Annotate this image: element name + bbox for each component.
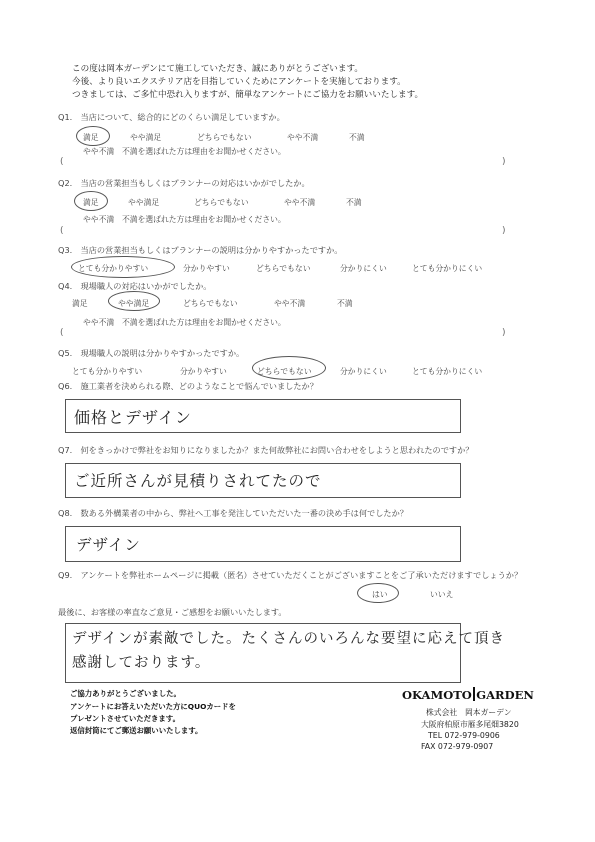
q5-selection-circle [252,356,326,380]
q2-reason-prompt: やや不満 不満を選ばれた方は理由をお聞かせください。 [83,215,286,224]
final-comment-line-2: 感謝しております。 [72,655,211,671]
q6-answer-box[interactable] [65,399,461,433]
q4-option-5[interactable]: 不満 [337,299,353,308]
q3-option-5[interactable]: とても分かりにくい [412,264,483,273]
q4-option-2[interactable]: やや満足 [118,299,150,308]
q1-paren-open: ( [60,157,64,167]
q9-label: Q9. アンケートを弊社ホームページに掲載（匿名）させていただくことがございますことをご了承いただけますでしょうか？ [58,570,523,580]
final-comment-box[interactable] [65,623,505,683]
q3-option-4[interactable]: 分かりにくい [340,264,387,273]
q8-answer-box[interactable] [65,526,461,562]
q3-selection-circle [71,256,175,278]
q4-option-1[interactable]: 満足 [72,299,88,308]
q9-option-yes[interactable]: はい [372,590,388,599]
q5-option-1[interactable]: とても分かりやすい [72,367,143,376]
q2-option-3[interactable]: どちらでもない [194,198,249,207]
q9-option-no[interactable]: いいえ [430,590,454,599]
q2-selection-circle [74,191,108,211]
q2-option-5[interactable]: 不満 [346,198,362,207]
q4-reason-prompt: やや不満 不満を選ばれた方は理由をお聞かせください。 [83,318,286,327]
q1-option-2[interactable]: やや満足 [130,133,162,142]
q2-paren-open: ( [60,226,64,236]
footer-return-envelope: 返信封筒にてご郵送お願いいたします。 [70,726,203,735]
q1-paren-close: ) [502,157,506,167]
q1-option-5[interactable]: 不満 [349,133,365,142]
q4-paren-open: ( [60,328,64,338]
q9-selection-circle [357,583,399,603]
q4-option-4[interactable]: やや不満 [274,299,306,308]
q3-label: Q3. 当店の営業担当もしくはプランナーの説明は分かりやすかったですか。 [58,245,343,255]
q2-label: Q2. 当店の営業担当もしくはプランナーの対応はいかがでしたか。 [58,178,310,188]
q5-option-4[interactable]: 分かりにくい [340,367,387,376]
q5-option-2[interactable]: 分かりやすい [180,367,227,376]
final-comment-line-1: デザインが素敵でした。たくさんのいろんな要望に応えて頂き [72,631,505,647]
q6-label: Q6. 施工業者を決められる際、どのようなことで悩んでいましたか？ [58,381,318,391]
q1-option-4[interactable]: やや不満 [287,133,319,142]
q3-option-3[interactable]: どちらでもない [256,264,311,273]
q1-label: Q1. 当店について、総合的にどのくらい満足していますか。 [58,112,285,122]
q4-selection-circle [108,291,160,311]
q4-paren-close: ) [502,328,506,338]
q2-paren-close: ) [502,226,506,236]
company-fax: FAX 072-979-0907 [421,742,494,751]
footer-thanks: ご協力ありがとうございました。 [70,689,181,698]
q1-selection-circle [76,126,110,146]
company-address: 大阪府柏原市雁多尾畑3820 [421,720,519,729]
q1-reason-prompt: やや不満 不満を選ばれた方は理由をお聞かせください。 [83,147,286,156]
q7-answer-box[interactable] [65,463,461,498]
final-comment-label: 最後に、お客様の率直なご意見・ご感想をお願いいたします。 [58,607,287,617]
q3-option-2[interactable]: 分かりやすい [183,264,230,273]
intro-line-1: この度は岡本ガーデンにて施工していただき、誠にありがとうございます。 [72,64,363,74]
q1-option-1[interactable]: 満足 [83,133,99,142]
q2-option-4[interactable]: やや不満 [284,198,316,207]
intro-line-3: つきましては、ご多忙中恐れ入りますが、簡単なアンケートにご協力をお願いいたします。 [72,90,424,100]
q5-option-3[interactable]: どちらでもない [257,367,312,376]
q7-label: Q7. 何をきっかけで弊社をお知りになりましたか？また何故弊社にお問い合わせをしようと思われたのですか？ [58,445,474,455]
okamoto-garden-logo: OKAMOTO GARDEN [402,688,534,702]
company-tel: TEL 072-979-0906 [428,731,500,740]
q6-handwritten-answer: 価格とデザイン [74,408,192,427]
footer-quo-line-1: アンケートにお答えいただいた方にQUOカードを [70,702,236,711]
q4-option-3[interactable]: どちらでもない [183,299,238,308]
q2-option-1[interactable]: 満足 [83,198,99,207]
q5-label: Q5. 現場職人の説明は分かりやすかったですか。 [58,348,245,358]
q8-handwritten-answer: デザイン [76,536,141,554]
company-name: 株式会社 岡本ガーデン [426,708,512,717]
q2-option-2[interactable]: やや満足 [128,198,160,207]
q4-label: Q4. 現場職人の対応はいかがでしたか。 [58,281,212,291]
q3-option-1[interactable]: とても分かりやすい [78,264,149,273]
q8-label: Q8. 数ある外構業者の中から、弊社へ工事を発注していただいた一番の決め手は何でしたか？ [58,508,408,518]
intro-line-2: 今後、より良いエクステリア店を目指していくためにアンケートを実施しております。 [72,77,406,87]
q7-handwritten-answer: ご近所さんが見積りされてたので [74,472,322,490]
q1-option-3[interactable]: どちらでもない [197,133,252,142]
q5-option-5[interactable]: とても分かりにくい [412,367,483,376]
footer-quo-line-2: プレゼントさせていただきます。 [70,714,180,723]
